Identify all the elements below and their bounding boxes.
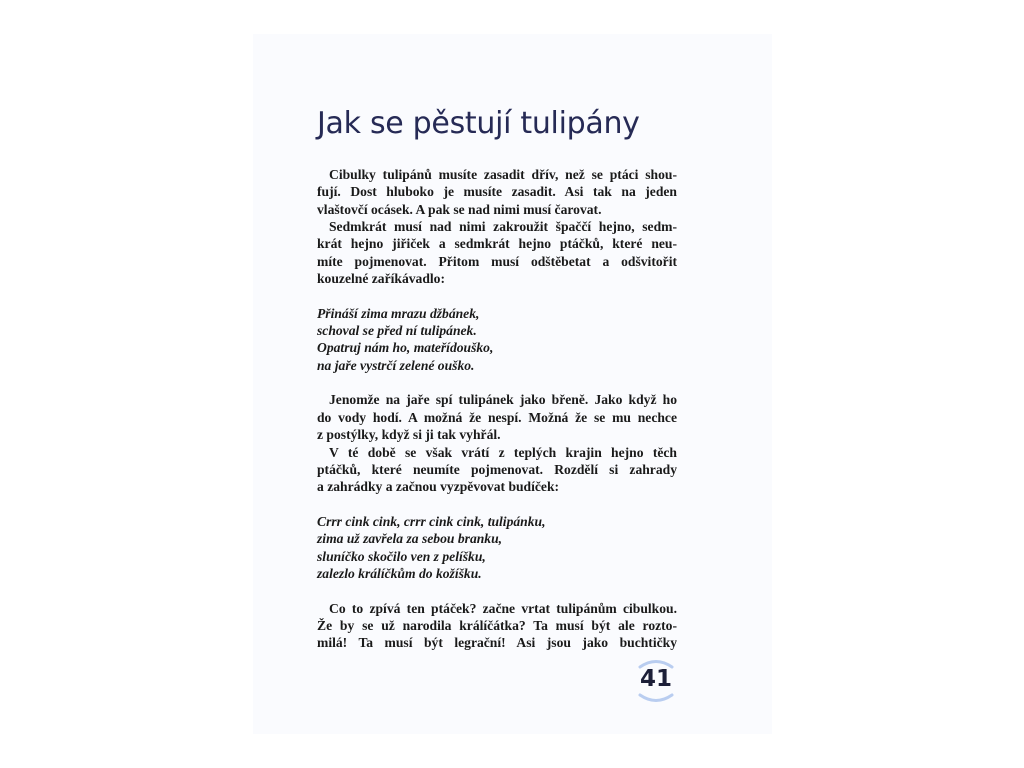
verse-line: Opatruj nám ho, mateřídouško, — [317, 340, 494, 356]
text-line: krát hejno jiřiček a sedmkrát hejno ptáčků, které neu- — [317, 236, 677, 252]
text-line: Že by se už narodila králíčátka? Ta musí být ale rozto- — [317, 617, 677, 633]
text-line: Co to zpívá ten ptáček? začne vrtat tulipánům cibulkou. — [329, 600, 677, 616]
page-number-badge — [635, 658, 677, 704]
page-number: 41 — [639, 666, 672, 692]
verse-line: na jaře vystrčí zelené ouško. — [317, 357, 475, 373]
page-title: Jak se pěstují tulipány — [317, 106, 640, 141]
text-line: Cibulky tulipánů musíte zasadit dřív, než se ptáci shou- — [329, 167, 677, 182]
story-text — [317, 166, 677, 652]
text-line: do vody hodí. A možná že nespí. Možná že se mu nechce — [317, 409, 677, 425]
verse-line: sluníčko skočilo ven z pelíšku, — [317, 548, 486, 564]
text-line: míte pojmenovat. Přitom musí odštěbetat a odšvitořit — [317, 253, 677, 269]
verse-line: Přináší zima mrazu džbánek, — [317, 305, 480, 321]
text-line: z postýlky, když si ji tak vyhřál. — [317, 427, 501, 443]
text-line: V té době se však vrátí z teplých krajin hejno těch — [329, 444, 677, 460]
text-line: fují. Dost hluboko je musíte zasadit. Asi tak na jeden — [317, 184, 677, 200]
verse-line: zalezlo králíčkům do kožíšku. — [317, 565, 482, 581]
text-line: milá! Ta musí být legrační! Asi jsou jako buchtičky — [317, 635, 677, 651]
text-line: ptáčků, které neumíte pojmenovat. Rozdělí si zahrady — [317, 461, 677, 477]
verse-line: zima už zavřela za sebou branku, — [317, 531, 503, 547]
text-line: a zahrádky a začnou vyzpěvovat budíček: — [317, 479, 560, 495]
text-line: kouzelné zaříkávadlo: — [317, 271, 446, 287]
verse-line: Crrr cink cink, crrr cink cink, tulipánku, — [317, 513, 546, 529]
stanza-gap — [317, 287, 677, 304]
text-line: Sedmkrát musí nad nimi zakroužit špaččí hejno, sedm- — [329, 219, 677, 235]
book-page — [253, 34, 772, 734]
stanza-gap — [317, 374, 677, 391]
verse-line: schoval se před ní tulipánek. — [317, 323, 477, 339]
stanza-gap — [317, 496, 677, 513]
stanza-gap — [317, 582, 677, 599]
text-line: Jenomže na jaře spí tulipánek jako břeně. Jako když ho — [329, 392, 677, 408]
text-line: vlaštovčí ocásek. A pak se nad nimi musí čarovat. — [317, 201, 602, 217]
